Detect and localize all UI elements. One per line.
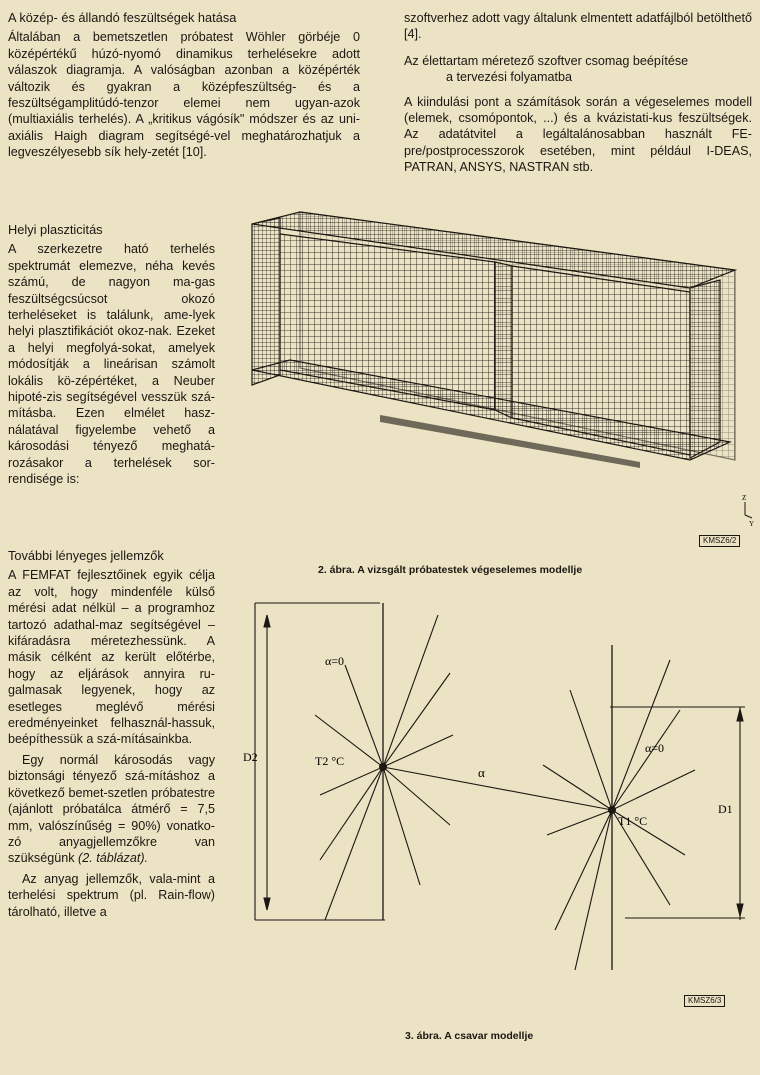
table-reference: (2. táblázat). [78,851,149,866]
figure3-caption: 3. ábra. A csavar modellje [405,1030,534,1042]
bolt-model-drawing [225,585,755,1005]
label-alpha: α [478,765,485,780]
section-heading-further-features: További lényeges jellemzők [8,548,164,563]
left-column-top [8,10,360,161]
label-t2: T2 °C [315,754,345,768]
paragraph-mean-stress: Általában a bemetszetlen próbatest Wöhler görbéje 0 középértékű húzó-nyomó dinamikus terhelésekre adott válaszok diagramja. A valóságban azonban a középérték változik és gyakran a középfeszültség- és a feszültségamplitúdó-tenzor elemei nem ugyan-azok (multiaxiális terhelés). A „kritikus vágósík" módszer és az uni-axiális Haigh diagram segítségé-vel meghatározhatjuk a legveszélyesebb sík hely-zetét [10]. [8,30,360,160]
fe-mesh-drawing [230,210,755,550]
figure2-caption: 2. ábra. A vizsgált próbatestek végeselemes modellje [318,564,583,576]
right-column-top [404,10,752,176]
subheading-line-1: Az élettartam méretező szoftver csomag beépítése [404,53,689,68]
axis-y-label: Y [749,520,755,528]
label-t1: T1 °C [618,814,648,828]
subheading-integration [404,53,752,86]
paragraph-storage: Az anyag jellemzők, vala-mint a terhelési spektrum (pl. Rain-flow) tárolható, illetve a [8,871,215,919]
label-d2: D2 [243,750,258,764]
label-alpha0-right: α=0 [645,741,665,755]
section-heading-mean-stress: A közép- és állandó feszültségek hatása [8,10,237,25]
paragraph-femfat-goals: A FEMFAT fejlesztőinek egyik célja az volt, hogy mindenféle külső mérési adat nélkül – a programhoz tartozó adathal-maz segítségével – kifáradásra méretezhessünk. A másik célként az került előtérbe, hogy az eljárások annyira ru-galmasak legyenek, hogy az esetleges meglévő mérési eredményeinket felhasznál-hassuk, beépíthessük a szá-mításainkba. [8,568,215,747]
left-column-narrow [8,222,215,488]
label-d1: D1 [718,802,733,816]
figure-fe-model [230,210,755,550]
subheading-line-2: a tervezési folyamatba [446,70,572,85]
paragraph-local-plasticity: A szerkezetre ható terhelés spektrumát elemezve, néha kevés számú, de nagyon ma-gas feszültségcsúcsot okozó terheléseket is találunk, ame-lyek helyi plasztifikációt okoz-nak. Ezeket a helyi megfolyá-sokat, amelyek módosítják a lineárisan számolt lokális kö-zépértéket, a Neuber hipoté-zis segítségével vesszük szá-mításba. Ezen elmélet hasz-nálatával figyelembe vehető a károsodási tényező meghatá-rozásakor a terhelések sor-rendisége is: [8,242,215,487]
figure3-tag: KMSZ6/3 [684,995,725,1007]
section-heading-local-plasticity: Helyi plaszticitás [8,222,103,237]
figure-bolt-model [225,585,755,1005]
label-alpha0-left: α=0 [325,654,345,668]
paragraph-continuation: szoftverhez adott vagy általunk elmentett adatfájlból betölthető [4]. [404,11,752,42]
paragraph-fe-model: A kiindulási pont a számítások során a végeselemes modell (elemek, csomópontok, ...) és a kvázistati-kus feszültségek. Az adatátvitel a legáltalánosabban használt FE-pre/postprocesszorok esetében, mint például I-DEAS, PATRAN, ANSYS, NASTRAN stb. [404,94,752,175]
paragraph-material-params-text: Egy normál károsodás vagy biztonsági tényező szá-mításhoz a következő bemet-szetlen próbatestre (ajánlott próbatálca átmérő = 7,5 mm, valószínűség = 90%) vonatko-zó anyagjellemzőkre van szükségünk [8,752,215,866]
left-column-lower [8,548,215,920]
axis-z-label: Z [742,494,747,502]
figure2-tag: KMSZ6/2 [699,535,740,547]
paragraph-material-params [8,752,215,867]
